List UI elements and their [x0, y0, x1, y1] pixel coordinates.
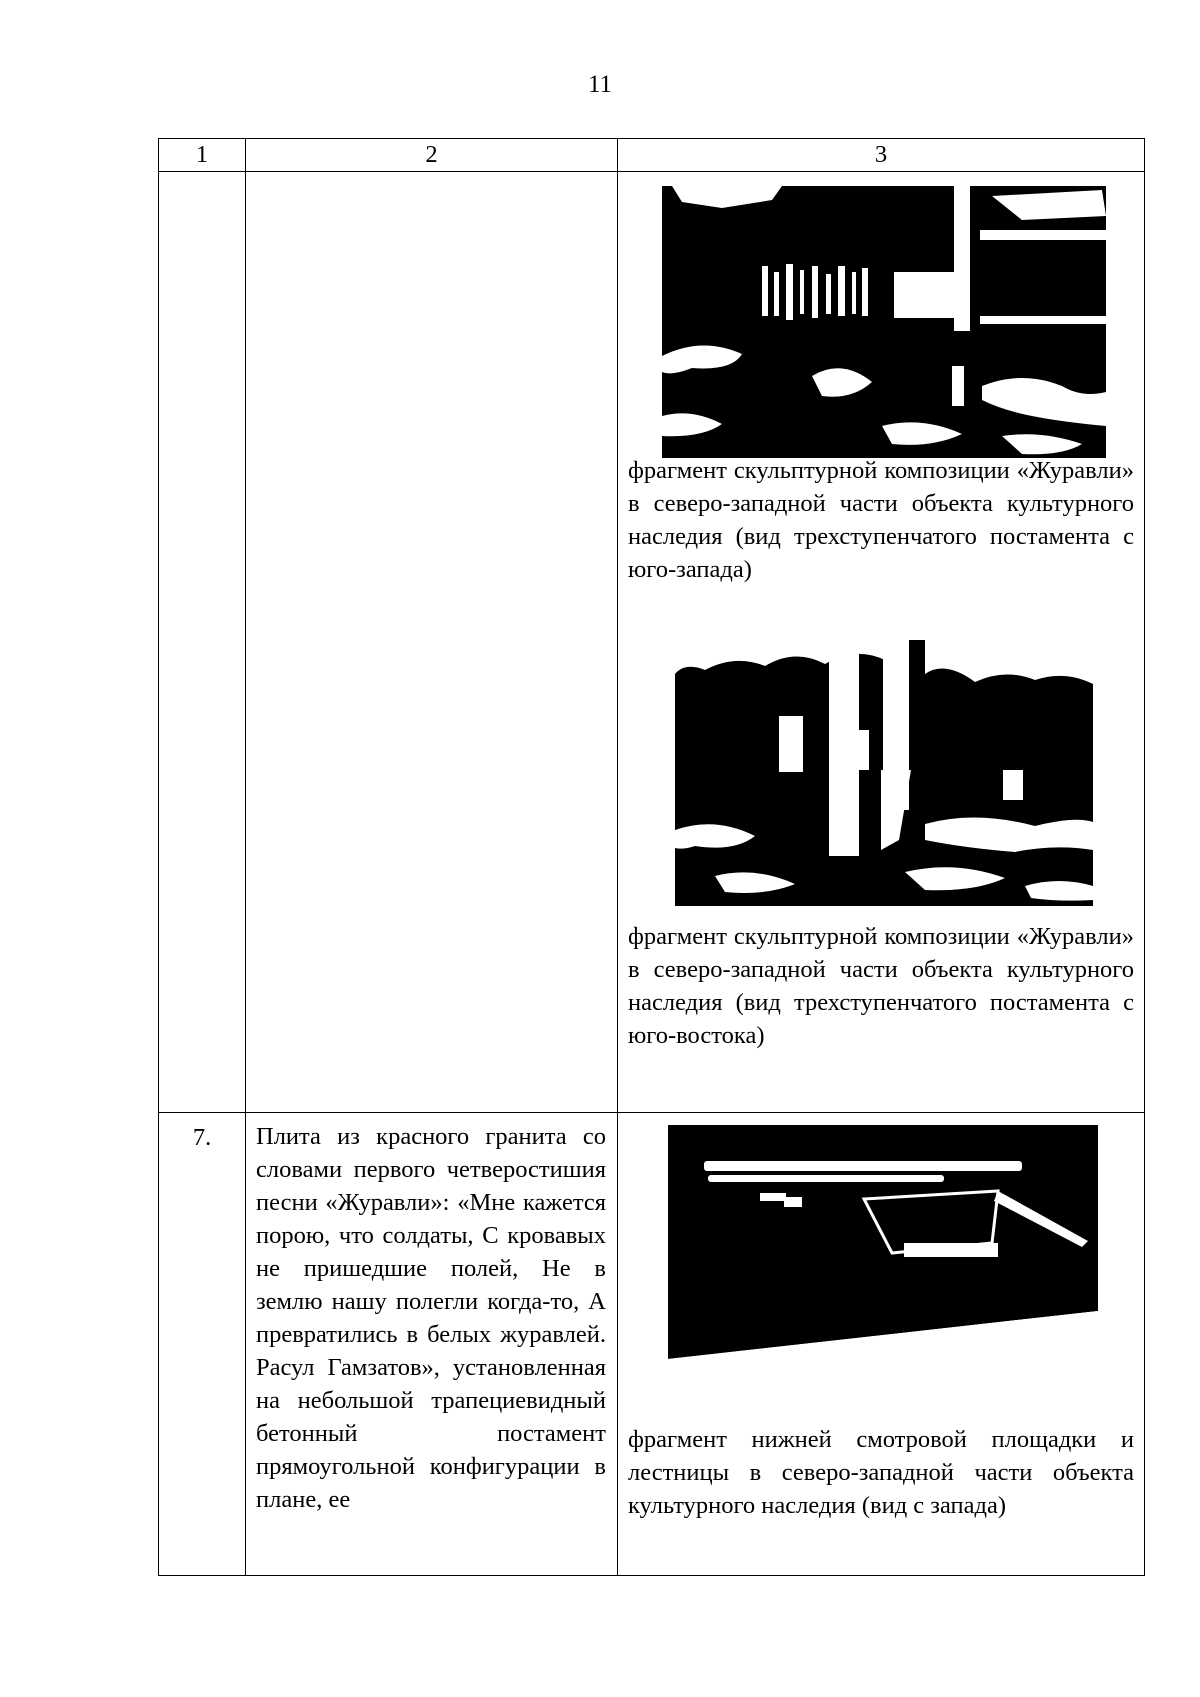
table-header-row [159, 139, 1145, 172]
platform-photo-icon [668, 1125, 1098, 1413]
description-cell [246, 172, 618, 1113]
images-cell [618, 1113, 1145, 1576]
header-cell-2: 2 [246, 139, 618, 172]
row-number-cell [159, 1113, 246, 1576]
header-cell-1: 1 [159, 139, 246, 172]
row-number: 7. [192, 1124, 212, 1151]
description-cell [246, 1113, 618, 1576]
description-text: Плита из красного гранита со словами первого четверостишия песни «Журавли»: «Мне кажется порою, что солдаты, С кровавых не пришедшие полей, Не в землю нашу полегли когда-то, А превратились в белых журавлей. Расул Гамзатов», установленная на небольшой трапециевидный бетонный постамент прямоугольной конфигурации в плане, ее [256, 1123, 606, 1513]
monument-photo-icon [662, 186, 1106, 458]
page-number: 11 [587, 71, 613, 98]
row-number-cell [159, 172, 246, 1113]
table-row [159, 1113, 1145, 1576]
photo-caption: фрагмент скульптурной композиции «Журавли» в северо-западной части объекта культурного наследия (вид трехступенчатого постамента с юго-востока) [628, 923, 1134, 1049]
heritage-table [158, 138, 1145, 1576]
images-cell [618, 172, 1145, 1113]
photo-caption: фрагмент скульптурной композиции «Журавли» в северо-западной части объекта культурного наследия (вид трехступенчатого постамента с юго-запада) [628, 457, 1134, 583]
table-row [159, 172, 1145, 1113]
photo-caption: фрагмент нижней смотровой площадки и лестницы в северо-западной части объекта культурного наследия (вид с запада) [628, 1426, 1134, 1519]
monument-photo-icon [675, 640, 1093, 906]
header-cell-3: 3 [618, 139, 1145, 172]
